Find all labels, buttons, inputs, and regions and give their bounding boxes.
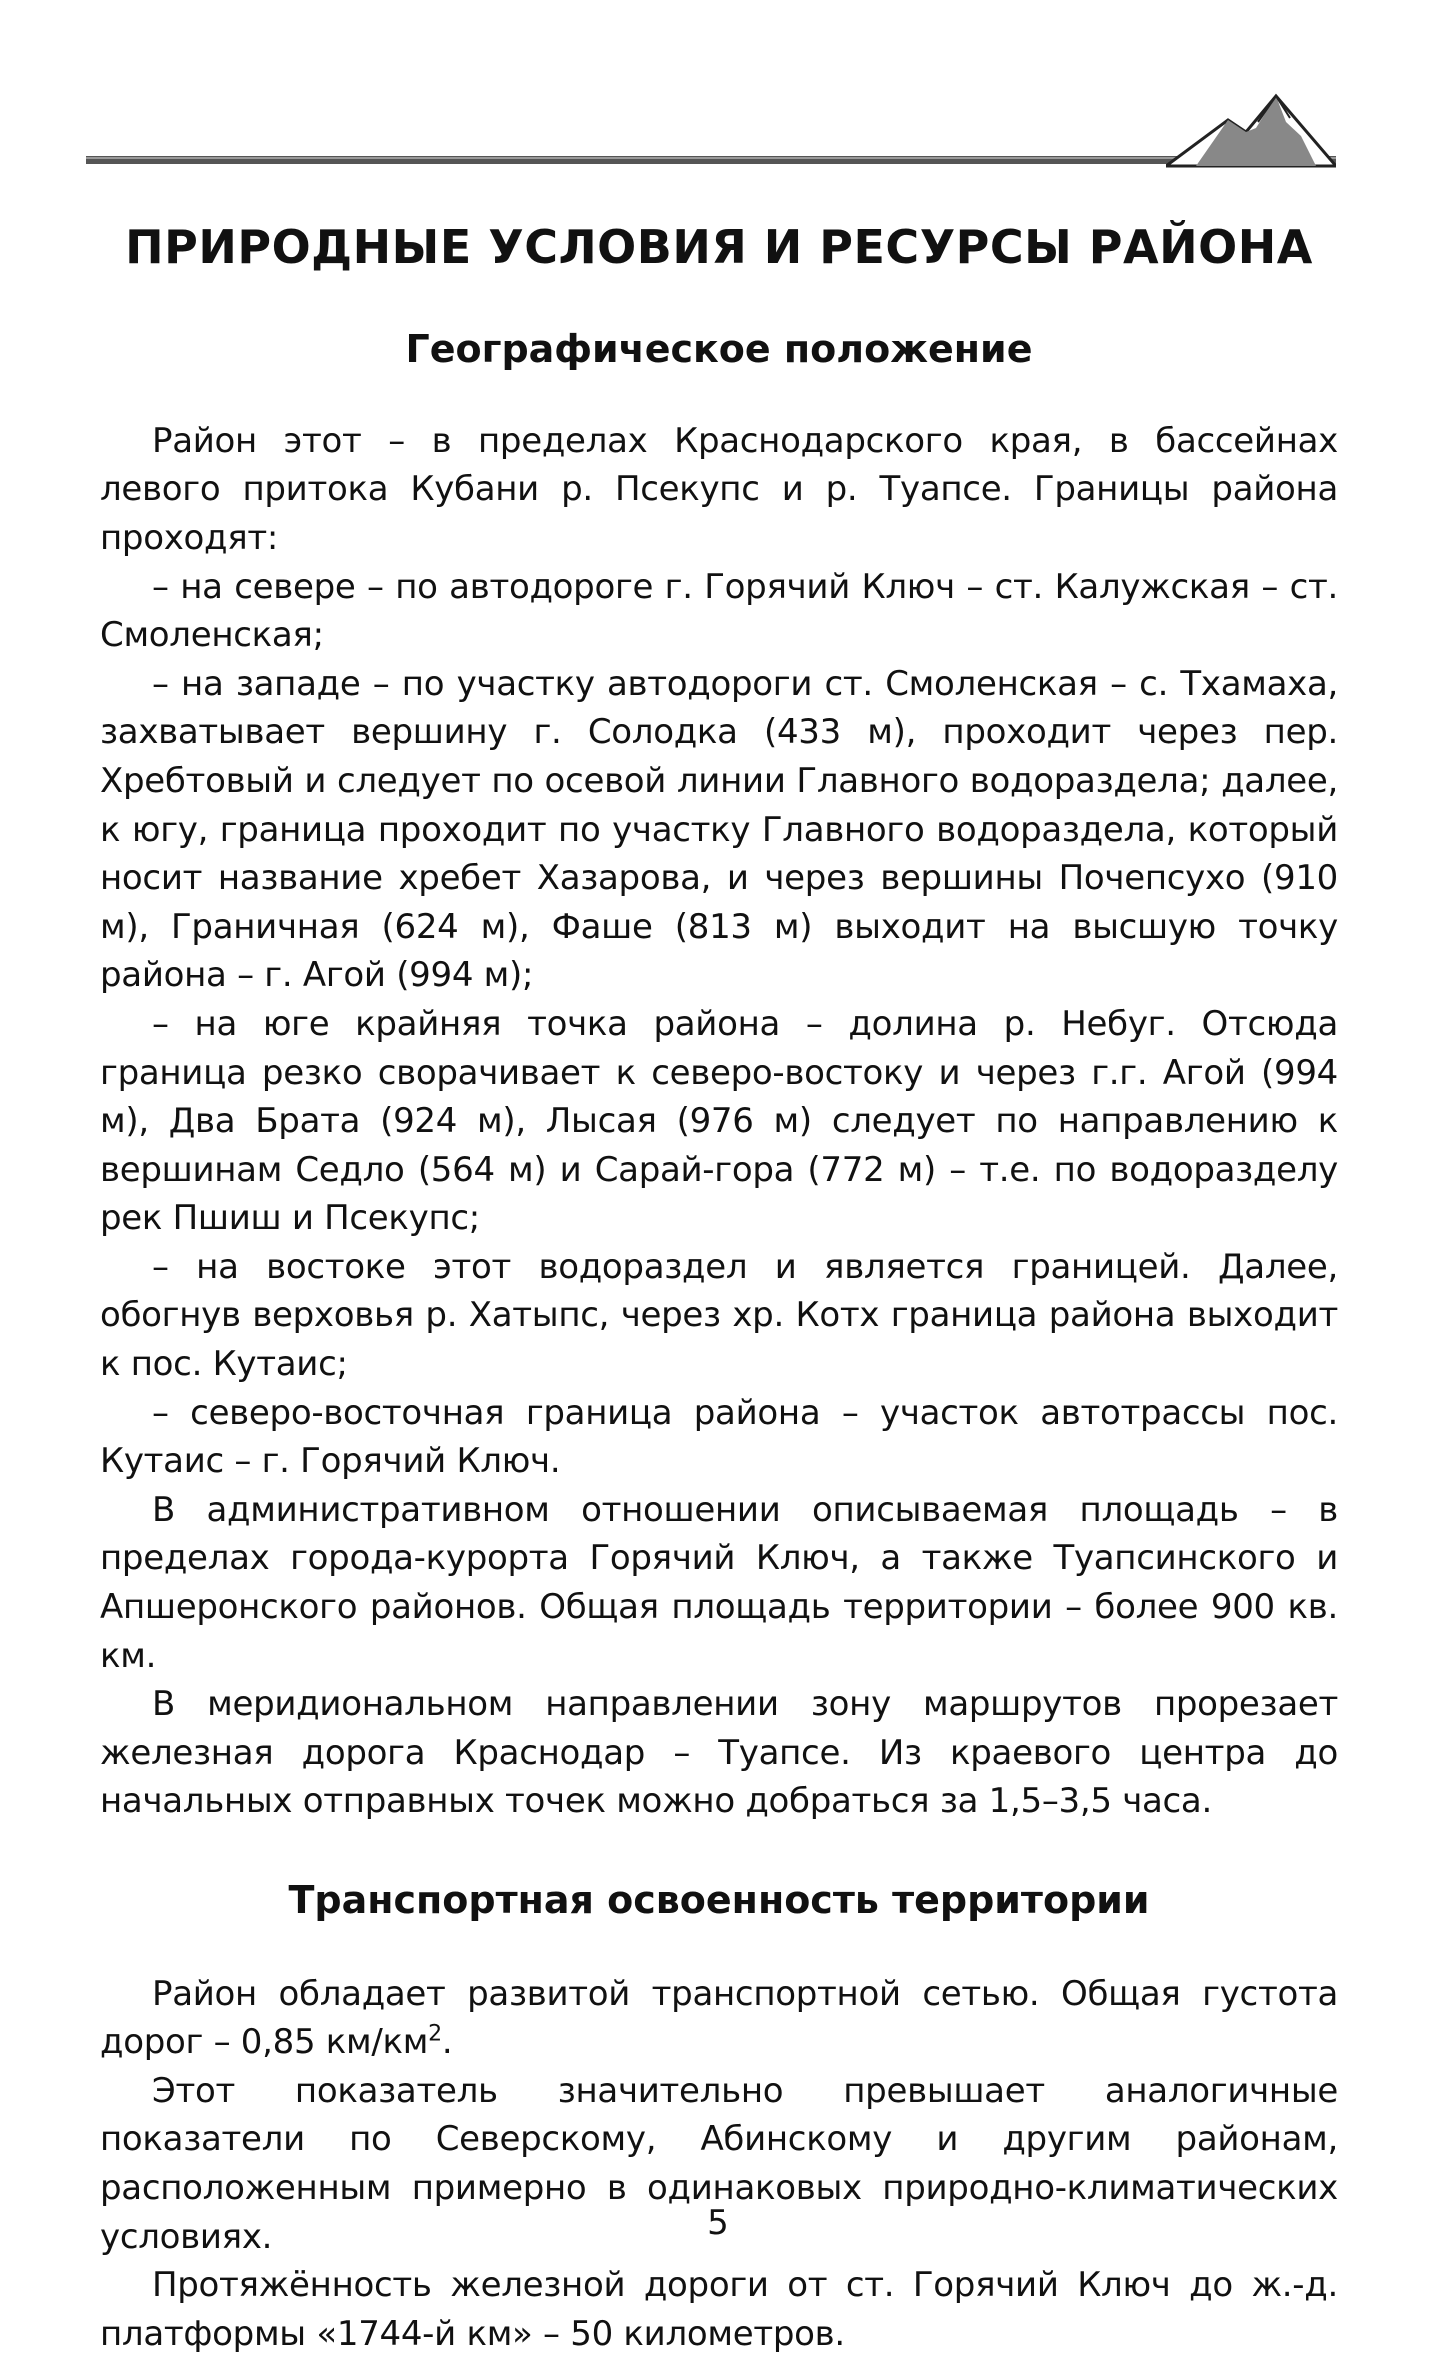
section-heading-geography: Географическое положение	[405, 327, 1033, 372]
paragraph: – на юге крайняя точка района – долина р. Небуг. Отсюда граница резко сворачивает к северо-востоку и через г.г. Агой (994 м), Два Брата (924 м), Лысая (976 м) следует по направлению к вершинам Седло (564 м) и Сарай-гора (772 м) – т.е. по водоразделу рек Пшиш и Псекупс;	[100, 1003, 1338, 1239]
header-mountain-rule	[86, 150, 1336, 170]
road-density-text: Район обладает развитой транспортной сетью. Общая густота дорог – 0,85 км/км	[100, 1973, 1338, 2063]
paragraph-end: .	[441, 2022, 453, 2063]
paragraph: – на западе – по участку автодороги ст. Смоленская – с. Тхамаха, захватывает вершину г. Солодка (433 м), проходит через пер. Хребтовый и следует по осевой линии Главного водораздела; далее, к югу, граница проходит по участку Главного водораздела, который носит название хребет Хазарова, и через вершины Почепсухо (910 м), Граничная (624 м), Фаше (813 м) выходит на высшую точку района – г. Агой (994 м);	[100, 663, 1338, 996]
superscript: 2	[428, 2021, 442, 2047]
paragraph: Этот показатель значительно превышает аналогичные показатели по Северскому, Абинскому и другим районам, расположенным примерно в одинаковых природно-климатических условиях.	[100, 2070, 1338, 2257]
paragraph: – на востоке этот водораздел и является границей. Далее, обогнув верховья р. Хатыпс, через хр. Котх граница района выходит к пос. Кутаис;	[100, 1246, 1338, 1385]
section-heading-transport: Транспортная освоенность территории	[288, 1878, 1150, 1922]
page-title: ПРИРОДНЫЕ УСЛОВИЯ И РЕСУРСЫ РАЙОНА	[125, 220, 1313, 274]
paragraph: В административном отношении описываемая площадь – в пределах города-курорта Горячий Ключ, а также Туапсинского и Апшеронского районов. Общая площадь территории – более 900 кв. км.	[100, 1489, 1338, 1676]
paragraph-road-density	[100, 1970, 1338, 2067]
paragraph: Район этот – в пределах Краснодарского края, в бассейнах левого притока Кубани р. Псекупс и р. Туапсе. Границы района проходят:	[100, 420, 1338, 558]
page-content	[100, 220, 1338, 2358]
mountain-icon	[1166, 92, 1336, 172]
paragraph: – на севере – по автодороге г. Горячий Ключ – ст. Калужская – ст. Смоленская;	[100, 566, 1338, 656]
paragraph: – северо-восточная граница района – участок автотрассы пос. Кутаис – г. Горячий Ключ.	[100, 1392, 1338, 1482]
paragraph: В меридиональном направлении зону маршрутов прорезает железная дорога Краснодар – Туапсе. Из краевого центра до начальных отправных точек можно добраться за 1,5–3,5 часа.	[100, 1684, 1338, 1822]
page-number: 5	[707, 2203, 729, 2243]
paragraph: Протяжённость железной дороги от ст. Горячий Ключ до ж.-д. платформы «1744-й км» – 50 километров.	[100, 2265, 1338, 2354]
